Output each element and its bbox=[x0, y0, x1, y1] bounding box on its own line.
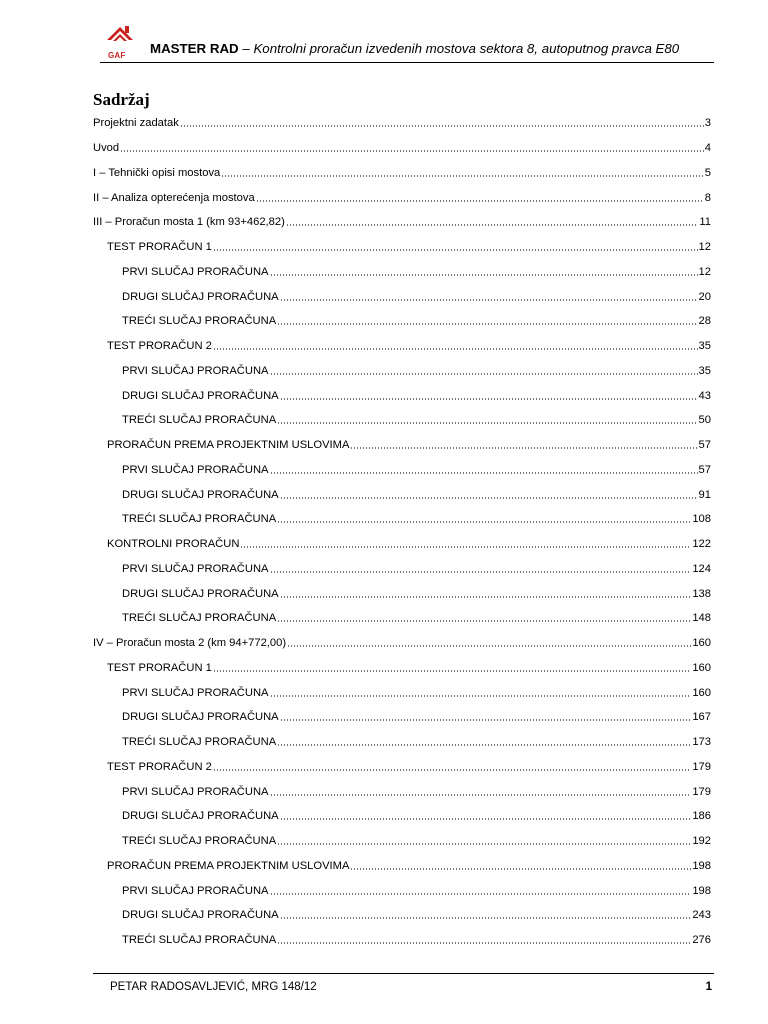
toc-entry-page: 57 bbox=[698, 439, 711, 452]
toc-leader-dots bbox=[256, 200, 704, 202]
toc-entry[interactable] bbox=[93, 235, 711, 260]
toc-entry[interactable] bbox=[93, 309, 711, 334]
toc-entry-page: 11 bbox=[699, 216, 711, 229]
toc-entry-page: 179 bbox=[692, 760, 711, 773]
toc-entry-page: 43 bbox=[698, 389, 711, 402]
toc-entry-label: PRORAČUN PREMA PROJEKTNIM USLOVIMA bbox=[107, 859, 350, 872]
toc-entry-label: TEST PRORAČUN 2 bbox=[107, 760, 212, 773]
toc-entry[interactable] bbox=[93, 359, 711, 384]
toc-entry[interactable] bbox=[93, 507, 711, 532]
toc-leader-dots bbox=[270, 893, 692, 895]
toc-leader-dots bbox=[270, 794, 692, 796]
toc-entry[interactable] bbox=[93, 730, 711, 755]
toc-entry-label: DRUGI SLUČAJ PRORAČUNA bbox=[122, 290, 279, 303]
toc-entry-page: 12 bbox=[698, 265, 711, 278]
toc-entry-label: DRUGI SLUČAJ PRORAČUNA bbox=[122, 488, 279, 501]
toc-entry[interactable] bbox=[93, 557, 711, 582]
toc-entry-page: 243 bbox=[692, 909, 711, 922]
toc-leader-dots bbox=[280, 596, 692, 598]
toc-leader-dots bbox=[280, 719, 692, 721]
toc-leader-dots bbox=[213, 670, 691, 672]
toc-entry[interactable] bbox=[93, 829, 711, 854]
toc-entry-page: 3 bbox=[704, 117, 711, 130]
toc-entry-label: III – Proračun mosta 1 (km 93+462,82) bbox=[93, 216, 285, 229]
toc-entry[interactable] bbox=[93, 779, 711, 804]
toc-leader-dots bbox=[277, 323, 697, 325]
toc-entry[interactable] bbox=[93, 136, 711, 161]
toc-entry-label: PRVI SLUČAJ PRORAČUNA bbox=[122, 265, 269, 278]
logo-text: GAF bbox=[108, 51, 126, 60]
toc-entry-label: TREĆI SLUČAJ PRORAČUNA bbox=[122, 414, 277, 427]
toc-leader-dots bbox=[277, 942, 691, 944]
toc-entry-label: TREĆI SLUČAJ PRORAČUNA bbox=[122, 835, 277, 848]
toc-entry-page: 12 bbox=[698, 241, 711, 254]
toc-leader-dots bbox=[277, 744, 691, 746]
toc-entry-label: TREĆI SLUČAJ PRORAČUNA bbox=[122, 934, 277, 947]
toc-entry[interactable] bbox=[93, 260, 711, 285]
toc-leader-dots bbox=[213, 249, 698, 251]
toc-entry[interactable] bbox=[93, 185, 711, 210]
toc-entry[interactable] bbox=[93, 161, 711, 186]
toc-entry[interactable] bbox=[93, 878, 711, 903]
toc-entry-label: TREĆI SLUČAJ PRORAČUNA bbox=[122, 612, 277, 625]
toc-entry-page: 179 bbox=[692, 785, 711, 798]
toc-entry[interactable] bbox=[93, 433, 711, 458]
toc-leader-dots bbox=[286, 224, 699, 226]
toc-entry[interactable] bbox=[93, 631, 711, 656]
toc-leader-dots bbox=[280, 818, 692, 820]
toc-leader-dots bbox=[280, 398, 698, 400]
toc-entry[interactable] bbox=[93, 408, 711, 433]
toc-entry-page: 198 bbox=[692, 884, 711, 897]
toc-leader-dots bbox=[280, 299, 698, 301]
toc-entry-page: 167 bbox=[692, 711, 711, 724]
toc-entry[interactable] bbox=[93, 606, 711, 631]
toc-entry-label: PRVI SLUČAJ PRORAČUNA bbox=[122, 884, 269, 897]
toc-entry[interactable] bbox=[93, 334, 711, 359]
toc-entry-label: PRVI SLUČAJ PRORAČUNA bbox=[122, 686, 269, 699]
gaf-logo bbox=[103, 22, 137, 62]
toc-entry[interactable] bbox=[93, 804, 711, 829]
toc-leader-dots bbox=[240, 546, 691, 548]
toc-entry[interactable] bbox=[93, 903, 711, 928]
toc-entry[interactable] bbox=[93, 581, 711, 606]
toc-entry-label: TEST PRORAČUN 1 bbox=[107, 241, 212, 254]
toc-entry-page: 20 bbox=[698, 290, 711, 303]
toc-entry[interactable] bbox=[93, 680, 711, 705]
toc-entry[interactable] bbox=[93, 705, 711, 730]
toc-entry-page: 122 bbox=[692, 538, 711, 551]
toc-entry-label: Uvod bbox=[93, 142, 120, 155]
header-title-subtitle: – Kontrolni proračun izvedenih mostova sektora 8, autoputnog pravca E80 bbox=[238, 41, 680, 56]
toc-entry-page: 148 bbox=[692, 612, 711, 625]
toc-leader-dots bbox=[277, 843, 691, 845]
toc-leader-dots bbox=[270, 274, 698, 276]
page-header bbox=[100, 22, 714, 63]
footer-author: PETAR RADOSAVLJEVIĆ, MRG 148/12 bbox=[110, 981, 317, 993]
toc-leader-dots bbox=[270, 695, 692, 697]
table-of-contents bbox=[93, 111, 711, 953]
toc-entry[interactable] bbox=[93, 111, 711, 136]
toc-leader-dots bbox=[287, 645, 691, 647]
toc-entry-label: TEST PRORAČUN 2 bbox=[107, 340, 212, 353]
toc-entry-label: DRUGI SLUČAJ PRORAČUNA bbox=[122, 587, 279, 600]
toc-entry-label: DRUGI SLUČAJ PRORAČUNA bbox=[122, 909, 279, 922]
toc-entry-label: PRVI SLUČAJ PRORAČUNA bbox=[122, 364, 269, 377]
toc-title: Sadržaj bbox=[93, 90, 150, 109]
toc-entry-label: Projektni zadatak bbox=[93, 117, 179, 130]
toc-leader-dots bbox=[213, 769, 691, 771]
toc-entry-page: 8 bbox=[704, 191, 711, 204]
toc-entry-label: II – Analiza opterećenja mostova bbox=[93, 191, 255, 204]
toc-entry-page: 35 bbox=[698, 340, 711, 353]
toc-leader-dots bbox=[350, 447, 697, 449]
toc-leader-dots bbox=[277, 620, 691, 622]
toc-entry-page: 160 bbox=[692, 637, 711, 650]
toc-entry-page: 160 bbox=[692, 686, 711, 699]
toc-entry-label: PRVI SLUČAJ PRORAČUNA bbox=[122, 562, 269, 575]
toc-leader-dots bbox=[180, 125, 704, 127]
toc-leader-dots bbox=[270, 571, 692, 573]
header-title-bold: MASTER RAD bbox=[150, 41, 239, 56]
toc-entry-label: TREĆI SLUČAJ PRORAČUNA bbox=[122, 736, 277, 749]
header-title bbox=[150, 41, 679, 57]
toc-entry-label: IV – Proračun mosta 2 (km 94+772,00) bbox=[93, 637, 287, 650]
toc-entry-page: 28 bbox=[698, 315, 711, 328]
toc-leader-dots bbox=[221, 175, 703, 177]
toc-entry-label: TREĆI SLUČAJ PRORAČUNA bbox=[122, 315, 277, 328]
toc-entry-label: KONTROLNI PRORAČUN bbox=[107, 538, 240, 551]
toc-entry-label: TREĆI SLUČAJ PRORAČUNA bbox=[122, 513, 277, 526]
toc-entry-label: DRUGI SLUČAJ PRORAČUNA bbox=[122, 711, 279, 724]
toc-entry-page: 192 bbox=[692, 835, 711, 848]
toc-entry-page: 124 bbox=[692, 562, 711, 575]
toc-entry-page: 138 bbox=[692, 587, 711, 600]
toc-entry-page: 198 bbox=[692, 859, 711, 872]
toc-leader-dots bbox=[120, 150, 704, 152]
toc-leader-dots bbox=[213, 348, 698, 350]
toc-entry-page: 108 bbox=[692, 513, 711, 526]
toc-entry-page: 173 bbox=[692, 736, 711, 749]
toc-entry[interactable] bbox=[93, 210, 711, 235]
toc-entry-label: TEST PRORAČUN 1 bbox=[107, 661, 212, 674]
toc-entry-page: 276 bbox=[692, 934, 711, 947]
toc-entry-page: 186 bbox=[692, 810, 711, 823]
toc-entry-label: DRUGI SLUČAJ PRORAČUNA bbox=[122, 389, 279, 402]
toc-entry[interactable] bbox=[93, 284, 711, 309]
page-footer bbox=[93, 973, 714, 1004]
toc-entry-page: 160 bbox=[692, 661, 711, 674]
toc-entry-label: PRORAČUN PREMA PROJEKTNIM USLOVIMA bbox=[107, 439, 350, 452]
toc-entry[interactable] bbox=[93, 383, 711, 408]
toc-leader-dots bbox=[270, 472, 698, 474]
toc-entry[interactable] bbox=[93, 755, 711, 780]
toc-leader-dots bbox=[270, 373, 698, 375]
toc-entry[interactable] bbox=[93, 656, 711, 681]
toc-entry[interactable] bbox=[93, 854, 711, 879]
toc-entry-page: 4 bbox=[704, 142, 711, 155]
gaf-logo-icon bbox=[103, 22, 137, 52]
toc-entry-page: 91 bbox=[698, 488, 711, 501]
toc-leader-dots bbox=[277, 422, 697, 424]
toc-entry-label: DRUGI SLUČAJ PRORAČUNA bbox=[122, 810, 279, 823]
toc-entry-page: 5 bbox=[704, 166, 711, 179]
toc-entry[interactable] bbox=[93, 458, 711, 483]
toc-entry[interactable] bbox=[93, 532, 711, 557]
footer-page-number: 1 bbox=[705, 981, 712, 993]
toc-entry-page: 35 bbox=[698, 364, 711, 377]
toc-entry-page: 50 bbox=[698, 414, 711, 427]
toc-leader-dots bbox=[277, 521, 691, 523]
toc-entry-label: PRVI SLUČAJ PRORAČUNA bbox=[122, 463, 269, 476]
toc-entry[interactable] bbox=[93, 482, 711, 507]
toc-entry-page: 57 bbox=[698, 463, 711, 476]
toc-leader-dots bbox=[350, 868, 691, 870]
toc-entry-label: PRVI SLUČAJ PRORAČUNA bbox=[122, 785, 269, 798]
toc-leader-dots bbox=[280, 917, 692, 919]
toc-entry-label: I – Tehnički opisi mostova bbox=[93, 166, 221, 179]
toc-entry[interactable] bbox=[93, 928, 711, 953]
toc-leader-dots bbox=[280, 497, 698, 499]
